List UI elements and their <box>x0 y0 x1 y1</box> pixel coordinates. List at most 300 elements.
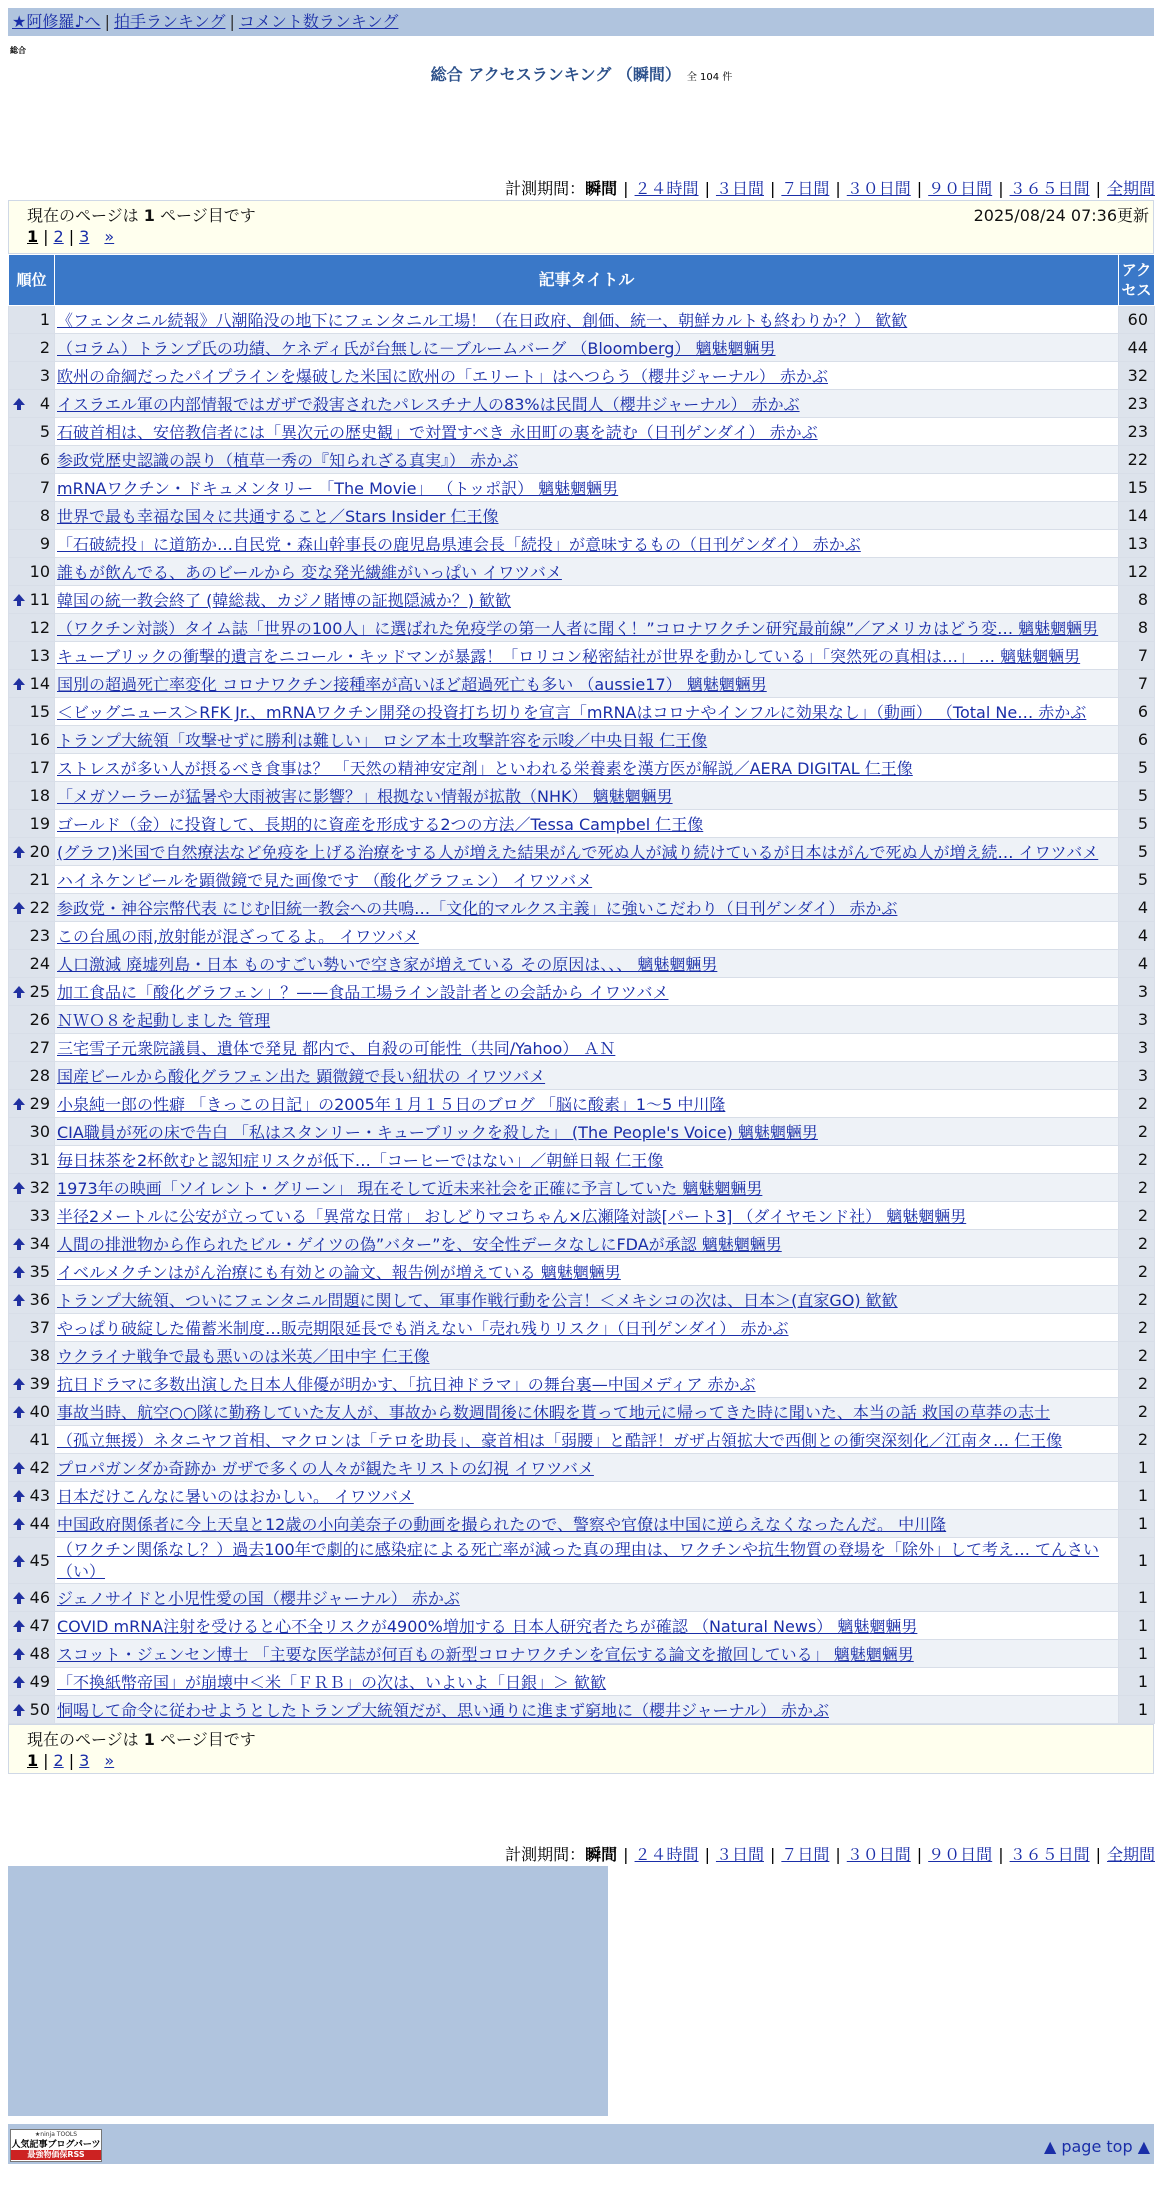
access-count-cell: 2 <box>1119 1174 1155 1202</box>
access-count-cell: 1 <box>1119 1640 1155 1668</box>
title-cell <box>55 334 1119 362</box>
pager-next-link[interactable]: » <box>104 227 115 246</box>
pager-separator <box>89 227 104 246</box>
article-title-link[interactable]: イベルメクチンはがん治療にも有効との論文、報告例が増えている 魑魅魍魎男 <box>57 1263 621 1282</box>
article-title-link[interactable]: 参政党・神谷宗幣代表 にじむ旧統一教会への共鳴…「文化的マルクス主義」に強いこだわり（日刊ゲンダイ） 赤かぶ <box>57 899 898 918</box>
rank-number: 36 <box>29 1290 50 1309</box>
access-count-cell: 5 <box>1119 782 1155 810</box>
footer-bar <box>8 2124 1154 2164</box>
rank-number: 27 <box>29 1038 50 1057</box>
period-separator: | <box>835 179 841 198</box>
rank-cell <box>9 614 55 642</box>
table-row <box>9 1426 1155 1454</box>
rank-number: 11 <box>29 590 50 609</box>
rank-cell <box>9 1118 55 1146</box>
access-count-cell: 2 <box>1119 1342 1155 1370</box>
rank-cell <box>9 502 55 530</box>
ninja-tools-badge[interactable] <box>10 2129 102 2162</box>
period-option-link[interactable]: ９０日間 <box>928 179 993 198</box>
ad-placeholder <box>8 1866 608 2116</box>
access-count-cell: 3 <box>1119 1006 1155 1034</box>
article-title-link[interactable]: （ワクチン関係なし？）過去100年で劇的に感染症による死亡率が減った真の理由は、ワクチンや抗生物質の登場を「除外」して考え… てんさい（い） <box>57 1539 1100 1581</box>
article-title-link[interactable]: （コラム）トランプ氏の功績、ケネディ氏が台無しに－ブルームバーグ （Bloomberg） 魑魅魍魎男 <box>57 339 776 358</box>
applause-ranking-link[interactable]: 拍手ランキング <box>113 12 226 31</box>
table-row <box>9 1062 1155 1090</box>
title-cell <box>55 614 1119 642</box>
access-count-cell: 60 <box>1119 306 1155 334</box>
title-cell <box>55 1454 1119 1482</box>
rank-up-arrow-icon <box>12 845 26 859</box>
period-separator: | <box>916 179 923 198</box>
rank-cell <box>9 978 55 1006</box>
title-cell <box>55 362 1119 390</box>
table-row <box>9 698 1155 726</box>
article-title-link[interactable]: イスラエル軍の内部情報ではガザで殺害されたパレスチナ人の83%は民間人（櫻井ジャーナル） 赤かぶ <box>57 395 800 414</box>
rank-cell <box>9 1538 55 1584</box>
article-title-link[interactable]: 参政党歴史認識の誤り（植草一秀の『知られざる真実』） 赤かぶ <box>57 451 519 470</box>
pager-page-link[interactable]: 3 <box>79 227 90 246</box>
rank-number: 41 <box>29 1430 50 1449</box>
article-title-link[interactable]: ＜ビッグニュース＞RFK Jr.、mRNAワクチン開発の投資打ち切りを宣言「mRNAはコロナやインフルに効果なし」（動画） （Total Ne… 赤かぶ <box>57 703 1087 722</box>
title-cell <box>55 1482 1119 1510</box>
article-title-link[interactable]: 国産ビールから酸化グラフェン出た 顕微鏡で長い紐状の イワツバメ <box>57 1067 546 1086</box>
access-count-cell: 5 <box>1119 866 1155 894</box>
period-separator: | <box>1095 179 1101 198</box>
rank-cell <box>9 1696 55 1724</box>
period-separator: | <box>1095 1845 1101 1864</box>
title-cell <box>55 474 1119 502</box>
article-title-link[interactable]: 人口激減 廃墟列島・日本 ものすごい勢いで空き家が増えている その原因は、、、 魑魅魍魎男 <box>57 955 718 974</box>
period-separator: | <box>916 1845 923 1864</box>
badge-line1: ★ninja TOOLS <box>34 2131 78 2138</box>
rank-number: 43 <box>29 1486 50 1505</box>
article-title-link[interactable]: 中国政府関係者に今上天皇と12歳の小向美奈子の動画を撮られたので、警察や官僚は中国に逆らえなくなったんだ。 中川隆 <box>57 1515 947 1534</box>
rank-up-arrow-icon <box>12 1461 26 1475</box>
table-row <box>9 642 1155 670</box>
table-row <box>9 1454 1155 1482</box>
title-cell <box>55 950 1119 978</box>
rank-cell <box>9 1668 55 1696</box>
top-navigation <box>8 8 1154 36</box>
rank-number: 13 <box>29 646 50 665</box>
nav-separator: | <box>229 12 235 31</box>
rank-number: 37 <box>29 1318 50 1337</box>
rank-number: 8 <box>39 506 50 525</box>
access-count-cell: 15 <box>1119 474 1155 502</box>
rank-number: 32 <box>29 1178 50 1197</box>
article-title-link[interactable]: 「石破続投」に道筋か…自民党・森山幹事長の鹿児島県連会長「続投」が意味するもの（日刊ゲンダイ） 赤かぶ <box>57 535 861 554</box>
table-row <box>9 978 1155 1006</box>
rank-cell <box>9 1174 55 1202</box>
pager-page-link[interactable]: 2 <box>53 1751 64 1770</box>
access-count-cell: 14 <box>1119 502 1155 530</box>
table-row <box>9 1640 1155 1668</box>
rank-number: 26 <box>29 1010 50 1029</box>
access-count-cell: 4 <box>1119 894 1155 922</box>
article-title-link[interactable]: 事故当時、航空○○隊に勤務していた友人が、事故から数週間後に休暇を貰って地元に帰ってきた時に聞いた、本当の話 救国の草莽の志士 <box>57 1403 1051 1422</box>
table-row <box>9 1006 1155 1034</box>
access-count-cell: 23 <box>1119 390 1155 418</box>
title-cell <box>55 642 1119 670</box>
title-cell <box>55 306 1119 334</box>
current-page-text-bottom: 現在のページは 1 ページ目です <box>27 1730 256 1749</box>
access-count-cell: 2 <box>1119 1202 1155 1230</box>
access-count-cell: 6 <box>1119 726 1155 754</box>
title-cell <box>55 1370 1119 1398</box>
period-option-link[interactable]: ９０日間 <box>928 1845 993 1864</box>
article-title-link[interactable]: 抗日ドラマに多数出演した日本人俳優が明かす、「抗日神ドラマ」の舞台裏—中国メディア 赤かぶ <box>57 1375 756 1394</box>
rank-cell <box>9 474 55 502</box>
access-count-cell: 2 <box>1119 1090 1155 1118</box>
period-option-link[interactable]: 全期間 <box>1106 179 1155 198</box>
access-count-cell: 2 <box>1119 1118 1155 1146</box>
article-title-link[interactable]: 誰もが飲んでる、あのビールから 変な発光繊維がいっぱい イワツバメ <box>57 563 562 582</box>
badge-line3: 最強物価保RSS <box>11 2150 101 2160</box>
article-title-link[interactable]: 世界で最も幸福な国々に共通すること／Stars Insider 仁王像 <box>57 507 499 526</box>
table-row <box>9 1090 1155 1118</box>
rank-number: 35 <box>29 1262 50 1281</box>
access-count-cell: 2 <box>1119 1146 1155 1174</box>
rank-number: 9 <box>39 534 50 553</box>
rank-cell <box>9 390 55 418</box>
table-row <box>9 558 1155 586</box>
rank-cell <box>9 1062 55 1090</box>
rank-number: 2 <box>39 338 50 357</box>
rank-number: 5 <box>39 422 50 441</box>
access-count-cell: 23 <box>1119 418 1155 446</box>
access-count-cell: 2 <box>1119 1314 1155 1342</box>
rank-up-arrow-icon <box>12 1703 26 1717</box>
rank-cell <box>9 306 55 334</box>
rank-cell <box>9 1286 55 1314</box>
title-cell <box>55 1510 1119 1538</box>
title-cell <box>55 894 1119 922</box>
pager-separator <box>89 1751 104 1770</box>
article-title-link[interactable]: 加工食品に「酸化グラフェン」？——食品工場ライン設計者との会話から イワツバメ <box>57 983 669 1002</box>
article-title-link[interactable]: 《フェンタニル続報》八潮陥没の地下にフェンタニル工場！（在日政府、創価、統一、朝鮮カルトも終わりか？） 歓歓 <box>57 311 908 330</box>
rank-up-arrow-icon <box>12 985 26 999</box>
rank-cell <box>9 418 55 446</box>
rank-cell <box>9 1258 55 1286</box>
article-title-link[interactable]: 毎日抹茶を2杯飲むと認知症リスクが低下…「コーヒーではない」／朝鮮日報 仁王像 <box>57 1151 664 1170</box>
comment-ranking-link[interactable]: コメント数ランキング <box>238 12 399 31</box>
table-row <box>9 306 1155 334</box>
period-separator: | <box>769 1845 776 1864</box>
article-title-link[interactable]: ウクライナ戦争で最も悪いのは米英／田中宇 仁王像 <box>57 1347 430 1366</box>
access-count-cell: 1 <box>1119 1696 1155 1724</box>
article-title-link[interactable]: ストレスが多い人が摂るべき食事は？ 「天然の精神安定剤」といわれる栄養素を漢方医が解説／AERA DIGITAL 仁王像 <box>57 759 913 778</box>
rank-number: 48 <box>29 1644 50 1663</box>
rank-number: 31 <box>29 1150 50 1169</box>
access-count-cell: 3 <box>1119 1034 1155 1062</box>
article-title-link[interactable]: キューブリックの衝撃的遺言をニコール・キッドマンが暴露！「ロリコン秘密結社が世界を動かしている」「突然死の真相は…」 … 魑魅魍魎男 <box>57 647 1081 666</box>
rank-cell <box>9 866 55 894</box>
period-option-link[interactable]: ３６５日間 <box>1009 1845 1090 1864</box>
rank-number: 33 <box>29 1206 50 1225</box>
period-option-link[interactable]: ３日間 <box>715 1845 764 1864</box>
table-row <box>9 502 1155 530</box>
period-separator: | <box>998 179 1004 198</box>
rank-number: 50 <box>29 1700 50 1719</box>
rank-cell <box>9 1090 55 1118</box>
rank-up-arrow-icon <box>12 1293 26 1307</box>
pager-page-link[interactable]: 3 <box>79 1751 90 1770</box>
article-title-link[interactable]: CIA職員が死の床で告白 「私はスタンリー・キューブリックを殺した」 (The People's Voice) 魑魅魍魎男 <box>57 1123 818 1142</box>
rank-cell <box>9 754 55 782</box>
table-row <box>9 1286 1155 1314</box>
title-cell <box>55 922 1119 950</box>
rank-number: 40 <box>29 1402 50 1421</box>
title-cell <box>55 698 1119 726</box>
pager-separator: | <box>43 227 49 246</box>
access-count-cell: 6 <box>1119 698 1155 726</box>
table-row <box>9 1668 1155 1696</box>
access-count-cell: 2 <box>1119 1286 1155 1314</box>
period-label: 計測期間： <box>505 179 586 198</box>
access-column-header: アクセス <box>1119 255 1155 306</box>
article-title-link[interactable]: COVID mRNA注射を受けると心不全リスクが4900%増加する 日本人研究者たちが確認 （Natural News） 魑魅魍魎男 <box>57 1617 918 1636</box>
rank-up-arrow-icon <box>12 1405 26 1419</box>
period-option-link[interactable]: ７日間 <box>781 1845 830 1864</box>
badge-line2: 人気記事ブログパーツ <box>11 2140 101 2150</box>
title-cell <box>55 1202 1119 1230</box>
access-count-cell: 13 <box>1119 530 1155 558</box>
rank-up-arrow-icon <box>12 1554 26 1568</box>
rank-cell <box>9 922 55 950</box>
article-title-link[interactable]: 韓国の統一教会終了 (韓総裁、カジノ賭博の証拠隠滅か？) 歓歓 <box>57 591 512 610</box>
table-row <box>9 1174 1155 1202</box>
title-cell <box>55 978 1119 1006</box>
access-count-cell: 5 <box>1119 838 1155 866</box>
rank-cell <box>9 1426 55 1454</box>
title-cell <box>55 446 1119 474</box>
title-cell <box>55 390 1119 418</box>
rank-cell <box>9 1612 55 1640</box>
rank-up-arrow-icon <box>12 1647 26 1661</box>
table-row <box>9 866 1155 894</box>
title-cell <box>55 502 1119 530</box>
pager-separator: | <box>68 1751 75 1770</box>
rank-up-arrow-icon <box>12 1377 26 1391</box>
rank-up-arrow-icon <box>12 1489 26 1503</box>
rank-cell <box>9 1006 55 1034</box>
rank-number: 24 <box>29 954 50 973</box>
rank-number: 28 <box>29 1066 50 1085</box>
title-cell <box>55 1538 1119 1584</box>
period-option-link[interactable]: ３０日間 <box>846 1845 911 1864</box>
rank-cell <box>9 698 55 726</box>
rank-number: 34 <box>29 1234 50 1253</box>
rank-up-arrow-icon <box>12 1517 26 1531</box>
access-count-cell: 12 <box>1119 558 1155 586</box>
period-selector-top <box>505 176 1155 199</box>
rank-number: 4 <box>39 394 50 413</box>
rank-number: 14 <box>29 674 50 693</box>
rank-number: 22 <box>29 898 50 917</box>
current-page-text: 現在のページは 1 ページ目です <box>27 206 256 225</box>
article-title-link[interactable]: やっぱり破綻した備蓄米制度…販売期限延長でも消えない「売れ残りリスク」（日刊ゲンダイ） 赤かぶ <box>57 1319 789 1338</box>
period-option-link[interactable]: ２４時間 <box>634 179 699 198</box>
updated-timestamp: 2025/08/24 07:36更新 <box>973 206 1149 225</box>
table-row <box>9 1510 1155 1538</box>
access-count-cell: 7 <box>1119 670 1155 698</box>
article-title-link[interactable]: スコット・ジェンセン博士 「主要な医学誌が何百もの新型コロナワクチンを宣伝する論文を撤回している」 魑魅魍魎男 <box>57 1645 914 1664</box>
rank-number: 7 <box>39 478 50 497</box>
period-separator: | <box>769 179 776 198</box>
rank-number: 23 <box>29 926 50 945</box>
table-row <box>9 726 1155 754</box>
rank-up-arrow-icon <box>12 593 26 607</box>
rank-number: 19 <box>29 814 50 833</box>
article-title-link[interactable]: 石破首相は、安倍教信者には「異次元の歴史観」で対置すべき 永田町の裏を読む（日刊ゲンダイ） 赤かぶ <box>57 423 818 442</box>
article-title-link[interactable]: 「不換紙幣帝国」が崩壊中＜米「ＦＲＢ」の次は、いよいよ「日銀」＞ 歓歓 <box>57 1673 607 1692</box>
article-title-link[interactable]: mRNAワクチン・ドキュメンタリー 「The Movie」 （トッポ訳） 魑魅魍魎男 <box>57 479 619 498</box>
rank-number: 46 <box>29 1588 50 1607</box>
access-count-cell: 4 <box>1119 950 1155 978</box>
period-option-link[interactable]: ３６５日間 <box>1009 179 1090 198</box>
article-title-link[interactable]: ＮＷＯ８を起動しました 管理 <box>57 1011 271 1030</box>
title-cell <box>55 1612 1119 1640</box>
rank-number: 16 <box>29 730 50 749</box>
access-count-cell: 1 <box>1119 1668 1155 1696</box>
period-separator: | <box>704 179 710 198</box>
access-count-cell: 4 <box>1119 922 1155 950</box>
title-cell <box>55 1342 1119 1370</box>
table-row <box>9 530 1155 558</box>
article-title-link[interactable]: トランプ大統領「攻撃せずに勝利は難しい」 ロシア本土攻撃許容を示唆／中央日報 仁王像 <box>57 731 708 750</box>
rank-cell <box>9 334 55 362</box>
access-count-cell: 2 <box>1119 1370 1155 1398</box>
article-title-link[interactable]: ハイネケンビールを顕微鏡で見た画像です （酸化グラフェン） イワツバメ <box>57 871 593 890</box>
article-title-link[interactable]: この台風の雨,放射能が混ざってるよ。 イワツバメ <box>57 927 419 946</box>
rank-cell <box>9 1482 55 1510</box>
period-option-link[interactable]: ２４時間 <box>634 1845 699 1864</box>
rank-up-arrow-icon <box>12 397 26 411</box>
article-title-link[interactable]: 1973年の映画「ソイレント・グリーン」 現在そして近未来社会を正確に予言していた 魑魅魍魎男 <box>57 1179 763 1198</box>
title-cell <box>55 1230 1119 1258</box>
pagination-bottom <box>27 1751 114 1770</box>
rank-up-arrow-icon <box>12 901 26 915</box>
title-cell <box>55 1258 1119 1286</box>
title-cell <box>55 1006 1119 1034</box>
article-title-link[interactable]: 「メガソーラーが猛暑や大雨被害に影響？」根拠ない情報が拡散（NHK） 魑魅魍魎男 <box>57 787 673 806</box>
article-title-link[interactable]: トランプ大統領、ついにフェンタニル問題に関して、軍事作戦行動を公言！＜メキシコの次は、日本＞(直家GO) 歓歓 <box>57 1291 898 1310</box>
table-row <box>9 894 1155 922</box>
rank-up-arrow-icon <box>12 1237 26 1251</box>
title-cell <box>55 1146 1119 1174</box>
article-title-link[interactable]: 欧州の命綱だったパイプラインを爆破した米国に欧州の「エリート」はへつらう（櫻井ジャーナル） 赤かぶ <box>57 367 829 386</box>
table-row <box>9 586 1155 614</box>
article-title-link[interactable]: ジェノサイドと小児性愛の国（櫻井ジャーナル） 赤かぶ <box>57 1589 460 1608</box>
title-cell <box>55 866 1119 894</box>
table-row <box>9 670 1155 698</box>
access-count-cell: 2 <box>1119 1258 1155 1286</box>
ranking-table <box>8 254 1155 1724</box>
title-cell <box>55 670 1119 698</box>
nav-separator: | <box>104 12 110 31</box>
access-count-cell: 2 <box>1119 1398 1155 1426</box>
table-row <box>9 1034 1155 1062</box>
rank-cell <box>9 782 55 810</box>
article-title-link[interactable]: ゴールド（金）に投資して、長期的に資産を形成する2つの方法／Tessa Campbel 仁王像 <box>57 815 704 834</box>
rank-number: 30 <box>29 1122 50 1141</box>
table-row <box>9 1342 1155 1370</box>
access-count-cell: 1 <box>1119 1454 1155 1482</box>
pager-next-link[interactable]: » <box>104 1751 115 1770</box>
page-title <box>0 62 1163 85</box>
pager-separator: | <box>43 1751 49 1770</box>
access-count-cell: 8 <box>1119 614 1155 642</box>
access-count-cell: 1 <box>1119 1538 1155 1584</box>
article-title-link[interactable]: （ワクチン対談）タイム誌「世界の100人」に選ばれた免疫学の第一人者に聞く！”コロナワクチン研究最前線”／アメリカはどう変… 魑魅魍魎男 <box>57 619 1099 638</box>
access-count-cell: 1 <box>1119 1482 1155 1510</box>
table-row <box>9 1482 1155 1510</box>
table-row <box>9 1314 1155 1342</box>
rank-up-arrow-icon <box>12 1097 26 1111</box>
rank-cell <box>9 950 55 978</box>
period-separator: | <box>998 1845 1004 1864</box>
article-title-link[interactable]: (グラフ)米国で自然療法など免疫を上げる治療をする人が増えた結果がんで死ぬ人が減り続けているが日本はがんで死ぬ人が増え続… イワツバメ <box>57 843 1099 862</box>
title-cell <box>55 1118 1119 1146</box>
access-count-cell: 3 <box>1119 1062 1155 1090</box>
table-row <box>9 1538 1155 1584</box>
rank-up-arrow-icon <box>12 1675 26 1689</box>
period-option-link[interactable]: 全期間 <box>1106 1845 1155 1864</box>
rank-number: 12 <box>29 618 50 637</box>
article-title-link[interactable]: プロパガンダか奇跡か ガザで多くの人々が観たキリストの幻視 イワツバメ <box>57 1459 594 1478</box>
rank-number: 39 <box>29 1374 50 1393</box>
period-option-link[interactable]: ７日間 <box>781 179 830 198</box>
rank-cell <box>9 1454 55 1482</box>
article-title-link[interactable]: 小泉純一郎の性癖 「きっこの日記」の2005年１月１５日のブログ 「脳に酸素」1～5 中川隆 <box>57 1095 726 1114</box>
table-row <box>9 1584 1155 1612</box>
title-cell <box>55 782 1119 810</box>
article-title-link[interactable]: 三宅雪子元衆院議員、遺体で発見 都内で、自殺の可能性（共同/Yahoo） ＡＮ <box>57 1039 616 1058</box>
rank-up-arrow-icon <box>12 1591 26 1605</box>
rank-number: 15 <box>29 702 50 721</box>
rank-cell <box>9 586 55 614</box>
access-count-cell: 1 <box>1119 1584 1155 1612</box>
access-count-cell: 5 <box>1119 754 1155 782</box>
pager-current-page: 1 <box>27 227 39 246</box>
rank-cell <box>9 642 55 670</box>
page-top-link[interactable]: ▲ page top ▲ <box>1043 2137 1150 2156</box>
period-option-link[interactable]: ３０日間 <box>846 179 911 198</box>
pager-page-link[interactable]: 2 <box>53 227 64 246</box>
article-title-link[interactable]: 国別の超過死亡率変化 コロナワクチン接種率が高いほど超過死亡も多い （aussie17） 魑魅魍魎男 <box>57 675 767 694</box>
article-title-link[interactable]: 人間の排泄物から作られたビル・ゲイツの偽”バター”を、安全性データなしにFDAが承認 魑魅魍魎男 <box>57 1235 782 1254</box>
rank-cell <box>9 1398 55 1426</box>
home-link[interactable]: ★阿修羅♪へ <box>12 12 101 31</box>
rank-cell <box>9 1370 55 1398</box>
table-row <box>9 950 1155 978</box>
table-row <box>9 922 1155 950</box>
article-title-link[interactable]: 恫喝して命令に従わせようとしたトランプ大統領だが、思い通りに進まず窮地に（櫻井ジャーナル） 赤かぶ <box>57 1701 829 1720</box>
title-cell <box>55 1034 1119 1062</box>
article-title-link[interactable]: 日本だけこんなに暑いのはおかしい。 イワツバメ <box>57 1487 414 1506</box>
title-cell <box>55 1398 1119 1426</box>
access-count-cell: 2 <box>1119 1426 1155 1454</box>
article-title-link[interactable]: 半径2メートルに公安が立っている「異常な日常」 おしどりマコちゃん×広瀬隆対談[パート3] （ダイヤモンド社） 魑魅魍魎男 <box>57 1207 967 1226</box>
article-title-link[interactable]: （孤立無援）ネタニヤフ首相、マクロンは「テロを助長」、豪首相は「弱腰」と酷評！ガザ占領拡大で西側との衝突深刻化／江南タ… 仁王像 <box>57 1431 1063 1450</box>
access-count-cell: 2 <box>1119 1230 1155 1258</box>
rank-number: 38 <box>29 1346 50 1365</box>
rank-cell <box>9 558 55 586</box>
period-option-link[interactable]: ３日間 <box>715 179 764 198</box>
table-row <box>9 810 1155 838</box>
table-row <box>9 446 1155 474</box>
period-separator: | <box>835 1845 841 1864</box>
